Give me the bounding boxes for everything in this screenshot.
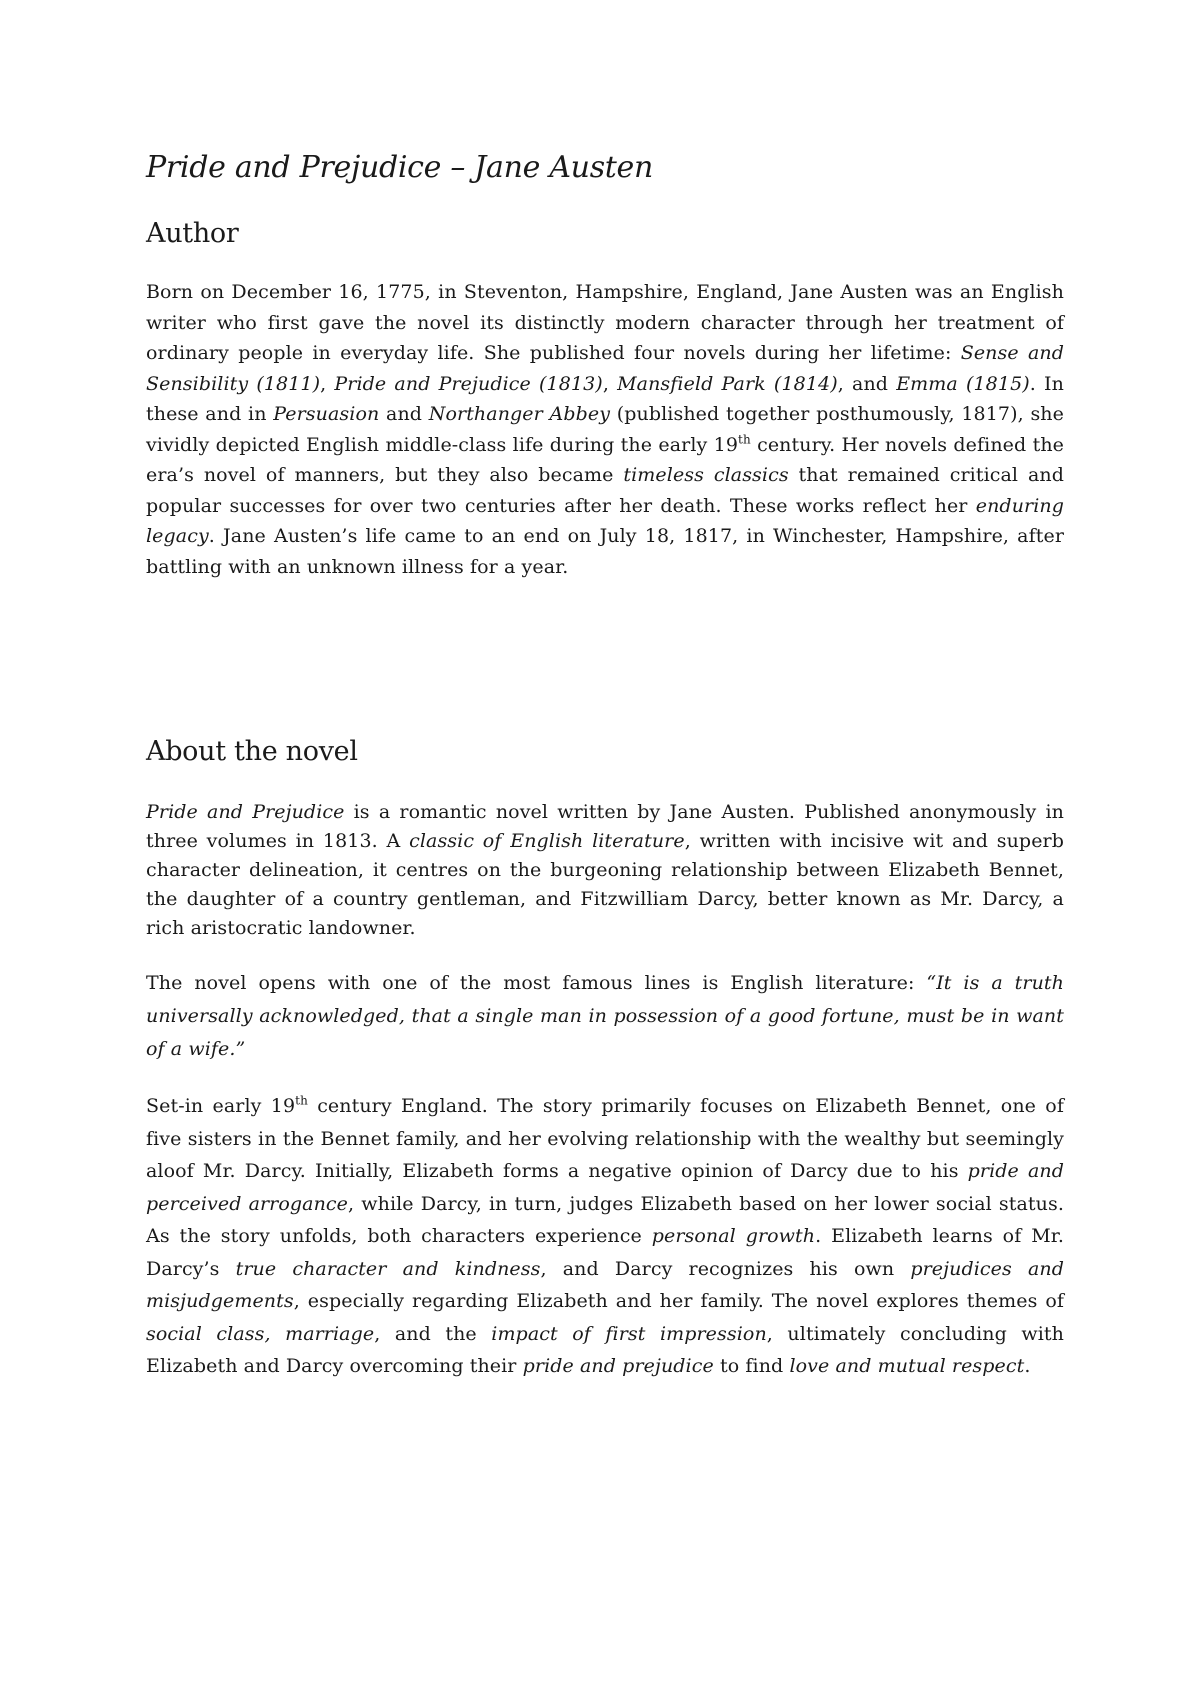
author-heading: Author (146, 218, 239, 249)
italic-text: true character and kindness (235, 1257, 541, 1280)
text-run: is a romantic novel written by Jane Austen. Published anonymously in three volumes in 1813. A (146, 801, 1065, 852)
text-run: . (1024, 1355, 1031, 1377)
text-run: that remained critical and popular successes for over two centuries after her death. These works reflect her (146, 464, 1064, 517)
text-run: The novel opens with one of the most famous lines is English literature: (146, 972, 927, 994)
text-run: , (602, 372, 618, 395)
text-run: Set-in early 19 (146, 1095, 296, 1117)
text-run: century. Her novels defined the era’s novel of manners, but they also became (146, 433, 1064, 486)
italic-text: social class, marriage (146, 1322, 375, 1345)
text-run: . Jane Austen’s life came to an end on July 18, 1817, in Winchester, Hampshire, after battling with an unknown illness for a year. (146, 525, 1064, 578)
text-run: , and the (374, 1322, 492, 1345)
author-paragraph (146, 277, 1064, 582)
italic-text: impact of first impression (491, 1322, 767, 1345)
document-title: Pride and Prejudice – Jane Austen (146, 150, 654, 185)
novel-paragraph-intro (146, 798, 1064, 943)
text-run: century England. The story primarily focuses on Elizabeth Bennet, one of five sisters in the Bennet family, and her evolving relationship with the wealthy but seemingly aloof Mr. Darcy. Initially, Elizabeth forms a negative opinion of Darcy due to his (146, 1095, 1064, 1182)
text-run: (published together posthumously, 1817), she vividly depicted English middle-class life during the early 19 (146, 403, 1064, 456)
italic-text: Pride and Prejudice (1813) (334, 372, 603, 395)
text-run: to find (713, 1355, 790, 1377)
text-run: . In these and in (146, 372, 1064, 425)
italic-text: Emma (1815) (896, 372, 1030, 395)
text-run: , and (837, 372, 897, 395)
italic-text: pride and perceived arrogance (146, 1160, 1065, 1215)
italic-text: Persuasion (273, 403, 380, 425)
italic-text: Sense and Sensibility (1811) (146, 342, 1064, 395)
italic-text: love and mutual respect (789, 1355, 1025, 1377)
opening-quote: “It is a truth universally acknowledged, that a single man in possession of a good fortune, must be in want of a wife.” (146, 972, 1064, 1060)
text-run: Born on December 16, 1775, in Steventon, Hampshire, England, Jane Austen was an English writer who first gave the novel its distinctly modern character through her treatment of ordinary people in everyday life. She published four novels during her lifetime: (146, 281, 1064, 364)
text-run: , and Darcy recognizes his own (540, 1257, 911, 1280)
superscript: th (738, 432, 751, 447)
italic-text: timeless classics (623, 464, 789, 486)
italic-text: pride and prejudice (522, 1355, 714, 1377)
italic-text: classic of English literature (409, 830, 685, 852)
italic-text: Northanger Abbey (428, 403, 611, 425)
text-run: , especially regarding Elizabeth and her family. The novel explores themes of (293, 1290, 1064, 1312)
novel-paragraph-story (146, 1090, 1064, 1383)
text-run: , ultimately concluding with Elizabeth and Darcy overcoming their (146, 1322, 1064, 1377)
novel-paragraph-opening-line (146, 967, 1064, 1066)
text-run: , (320, 372, 335, 395)
text-run: , while Darcy, in turn, judges Elizabeth based on her lower social status. As the story unfolds, both characters experience (146, 1192, 1064, 1247)
italic-text: Pride and Prejudice (146, 801, 345, 823)
text-run: , written with incisive wit and superb character delineation, it centres on the burgeoning relationship between Elizabeth Bennet, the daughter of a country gentleman, and Fitzwilliam Darcy, better known as Mr. Darcy, a rich aristocratic landowner. (146, 830, 1064, 939)
text-run: and (379, 403, 429, 425)
italic-text: enduring legacy (146, 494, 1064, 547)
novel-heading: About the novel (146, 736, 358, 767)
italic-text: prejudices and misjudgements (146, 1257, 1064, 1312)
italic-text: personal growth (651, 1225, 816, 1247)
italic-text: Mansfield Park (1814) (617, 372, 838, 395)
superscript: th (295, 1093, 308, 1108)
text-run: . Elizabeth learns of Mr. Darcy’s (146, 1225, 1064, 1280)
